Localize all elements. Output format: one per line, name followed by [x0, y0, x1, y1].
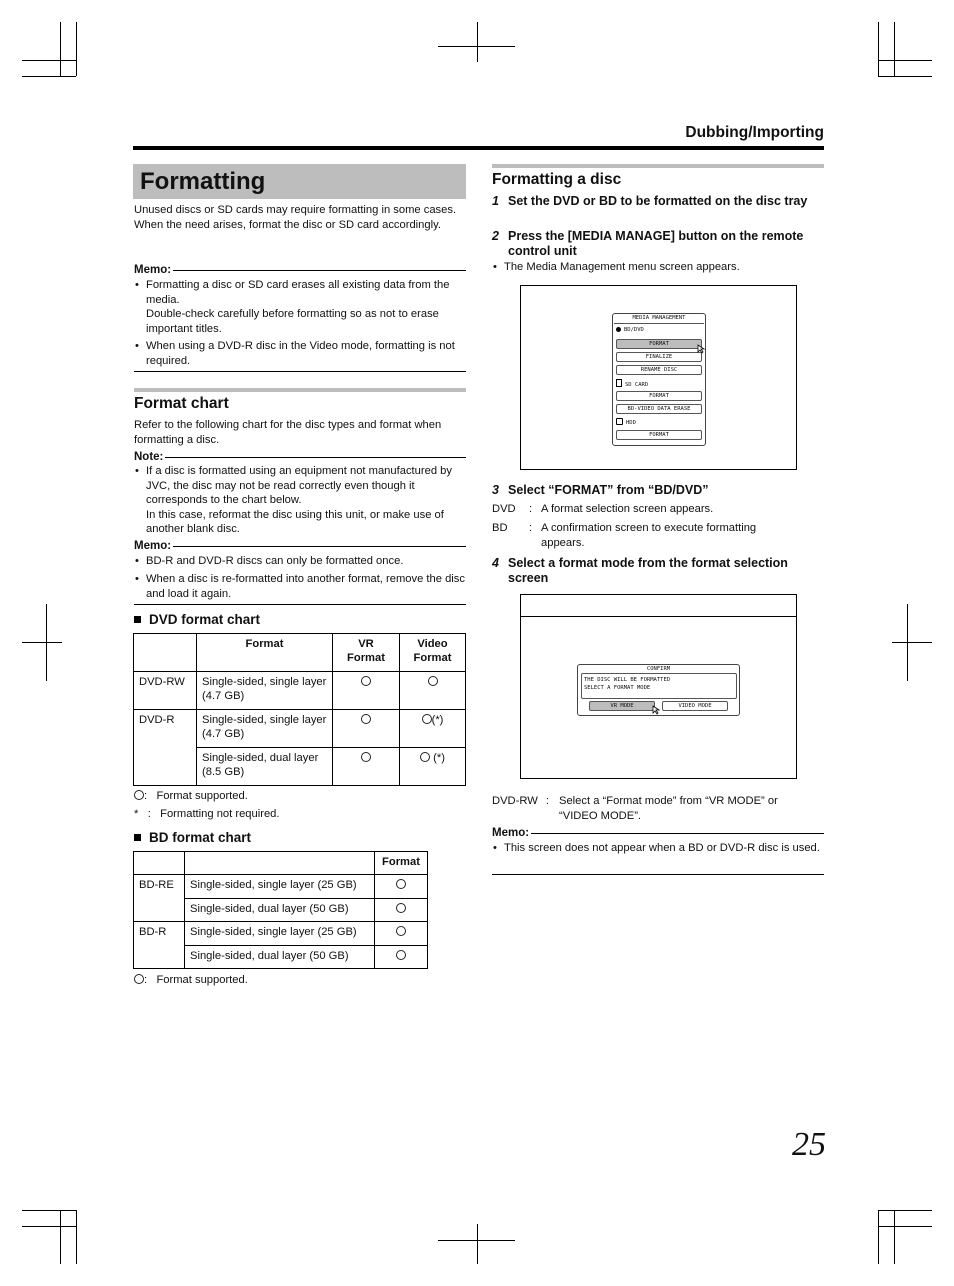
bd-dvd-section [616, 327, 644, 333]
step-3-dvd [492, 502, 824, 518]
format-cell: Single-sided, dual layer (50 GB) [185, 946, 375, 969]
legend-text: Format supported. [156, 974, 248, 986]
menu-item-format-bd-dvd[interactable]: FORMAT [616, 339, 702, 349]
section-header: Dubbing/Importing [685, 124, 824, 141]
header-rule [133, 146, 824, 150]
memo-bullet-text: • Formatting a disc or SD card erases all existing data from the media. [146, 279, 450, 306]
memo-end-rule [134, 371, 466, 372]
supported-circle-icon [134, 790, 144, 800]
step-4 [492, 556, 824, 585]
section-bar [492, 164, 824, 168]
supported-circle-icon [422, 714, 432, 724]
crop-mark [894, 1210, 895, 1264]
step-2-bullet [492, 260, 824, 275]
table-cell [185, 852, 375, 875]
square-bullet-icon [134, 616, 141, 623]
dvd-rw-note [492, 794, 824, 824]
bd-legend-1 [134, 974, 248, 986]
memo-label: Memo: [134, 264, 172, 276]
vr-cell [333, 710, 400, 748]
crop-mark [892, 642, 932, 643]
screen-top-bar [521, 616, 796, 617]
crop-mark [477, 22, 478, 62]
hdd-section [616, 418, 636, 426]
memo-label: Memo: [492, 827, 530, 839]
bd-format-table [133, 851, 428, 969]
note-bullet-text: In this case, reformat the disc using this unit, or make use of another blank disc. [146, 508, 444, 536]
menu-item-format-hdd[interactable]: FORMAT [616, 430, 702, 440]
intro-paragraph [134, 203, 466, 232]
confirm-line-1: THE DISC WILL BE FORMATTED [584, 677, 671, 683]
format-mark-cell [375, 922, 428, 946]
crop-mark [22, 642, 62, 643]
cursor-icon [697, 344, 705, 354]
table-row [134, 710, 466, 748]
crop-mark [60, 1210, 61, 1264]
hdd-label: HDD [626, 420, 636, 426]
separator: : [546, 795, 550, 807]
confirm-line-2: SELECT A FORMAT MODE [584, 685, 651, 691]
dvd-legend-1 [134, 790, 248, 802]
memo-end-rule [492, 874, 824, 875]
crop-mark [907, 604, 908, 681]
table-header: Video Format [400, 634, 466, 672]
memo-bullet [134, 278, 466, 336]
note-bullet-text: • If a disc is formatted using an equipment not manufactured by JVC, the disc may not be read correctly even though it corresponds to the chart below. [146, 465, 452, 507]
crop-mark [22, 60, 76, 61]
step-3-bd [492, 521, 824, 551]
hdd-icon [616, 418, 623, 425]
format-mark-cell [375, 946, 428, 969]
supported-circle-icon [361, 714, 371, 724]
disc-type-cell: DVD-R [134, 710, 197, 786]
table-cell [134, 852, 185, 875]
menu-item-format-sd[interactable]: FORMAT [616, 391, 702, 401]
crop-mark [878, 1226, 932, 1227]
format-cell: Single-sided, dual layer (8.5 GB) [197, 748, 333, 786]
format-mark-cell [375, 899, 428, 922]
page-number: 25 [792, 1126, 826, 1163]
supported-circle-icon [428, 676, 438, 686]
memo-header [492, 827, 824, 839]
video-cell: (*) [400, 710, 466, 748]
definition: A format selection screen appears. [541, 503, 714, 515]
memo-bullet-text: • BD-R and DVD-R discs can only be formatted once. [146, 555, 404, 567]
page-title: Formatting [133, 164, 466, 199]
table-row [134, 672, 466, 710]
table-header-row [134, 634, 466, 672]
table-header: VR Format [333, 634, 400, 672]
note-bullet [134, 464, 466, 537]
memo-bullet-text: • This screen does not appear when a BD or DVD-R disc is used. [504, 842, 820, 854]
step-text: Press the [MEDIA MANAGE] button on the remote control unit [508, 229, 804, 258]
cursor-icon [652, 705, 660, 715]
crop-mark [22, 76, 76, 77]
disc-type-cell: DVD-RW [134, 672, 197, 710]
step-text: Select “FORMAT” from “BD/DVD” [508, 483, 709, 497]
table-header: Format [197, 634, 333, 672]
legend-separator: : [147, 808, 151, 820]
memo-bullet-text: • When a disc is re-formatted into another format, remove the disc and load it again. [146, 573, 465, 600]
memo-bullet [134, 554, 466, 569]
video-cell [400, 672, 466, 710]
confirm-message-box [581, 673, 737, 699]
supported-circle-icon [396, 903, 406, 913]
intro-line-2: When the need arises, format the disc or SD card accordingly. [134, 218, 441, 231]
memo-bullet [492, 841, 824, 856]
step-3 [492, 483, 824, 498]
intro-line-1: Unused discs or SD cards may require formatting in some cases. [134, 204, 457, 216]
bullet-text: • The Media Management menu screen appears. [504, 261, 740, 273]
crop-mark [894, 22, 895, 76]
format-cell: Single-sided, dual layer (50 GB) [185, 899, 375, 922]
step-number: 1 [492, 194, 499, 208]
term: DVD-RW [492, 795, 538, 807]
crop-mark [878, 22, 879, 76]
step-number: 3 [492, 483, 499, 497]
crop-mark [477, 1224, 478, 1264]
supported-circle-icon [361, 752, 371, 762]
format-mark-cell [375, 875, 428, 899]
memo-end-rule [134, 604, 466, 605]
supported-circle-icon [396, 950, 406, 960]
memo-bullet [134, 339, 466, 368]
dvd-chart-heading [134, 612, 260, 627]
memo-bullet [134, 572, 466, 601]
memo-header [134, 540, 466, 552]
crop-mark [878, 1210, 879, 1264]
crop-mark [878, 1210, 932, 1211]
separator: : [529, 503, 533, 515]
section-bar [134, 388, 466, 392]
memo-bullet-text: • When using a DVD-R disc in the Video mode, formatting is not required. [146, 340, 455, 367]
formatting-disc-title: Formatting a disc [492, 171, 622, 188]
term: BD [492, 522, 508, 534]
supported-circle-icon [396, 926, 406, 936]
crop-mark [60, 22, 61, 76]
crop-mark [46, 604, 47, 681]
video-cell: (*) [400, 748, 466, 786]
step-2 [492, 229, 824, 258]
legend-separator: : [144, 790, 148, 802]
note-header [134, 451, 466, 463]
crop-mark [22, 1226, 76, 1227]
legend-mark: * [134, 808, 139, 820]
table-row [134, 875, 428, 899]
memo-header [134, 264, 466, 276]
step-1 [492, 194, 824, 209]
format-cell: Single-sided, single layer (25 GB) [185, 922, 375, 946]
disc-type-cell: BD-RE [134, 875, 185, 922]
menu-item-rename-disc[interactable]: RENAME DISC [616, 365, 702, 375]
format-chart-intro: Refer to the following chart for the disc types and format when formatting a disc. [134, 419, 442, 446]
bd-chart-heading-text: BD format chart [149, 830, 252, 845]
crop-mark [878, 76, 932, 77]
menu-item-bd-video-erase[interactable]: BD-VIDEO DATA ERASE [616, 404, 702, 414]
separator: : [529, 522, 533, 534]
step-number: 4 [492, 556, 499, 570]
menu-item-finalize[interactable]: FINALIZE [616, 352, 702, 362]
table-cell [134, 634, 197, 672]
confirm-title: CONFIRM [646, 666, 671, 672]
legend-separator: : [144, 974, 148, 986]
disc-icon [616, 327, 621, 332]
supported-circle-icon [134, 974, 144, 984]
supported-circle-icon [396, 879, 406, 889]
table-row [134, 922, 428, 946]
table-header: Format [375, 852, 428, 875]
format-cell: Single-sided, single layer (4.7 GB) [197, 710, 333, 748]
step-text: Select a format mode from the format selection screen [508, 556, 788, 585]
dvd-chart-heading-text: DVD format chart [149, 612, 261, 627]
vr-cell [333, 672, 400, 710]
dvd-legend-2 [134, 808, 280, 820]
vr-cell [333, 748, 400, 786]
bd-chart-heading [134, 830, 251, 845]
definition: Select a “Format mode” from “VR MODE” or “VIDEO MODE”. [559, 795, 778, 822]
table-header-row [134, 852, 428, 875]
media-management-menu [612, 313, 706, 446]
crop-mark [22, 1210, 76, 1211]
media-management-screenshot [520, 285, 797, 470]
definition: A confirmation screen to execute formatting appears. [541, 522, 757, 549]
note-label: Note: [134, 451, 164, 463]
legend-text: Format supported. [156, 790, 248, 802]
step-text: Set the DVD or BD to be formatted on the disc tray [508, 194, 808, 208]
step-number: 2 [492, 229, 499, 243]
sd-card-section [616, 379, 648, 388]
format-cell: Single-sided, single layer (25 GB) [185, 875, 375, 899]
memo-bullet-text: Double-check carefully before formatting so as not to erase important titles. [146, 308, 439, 335]
format-cell: Single-sided, single layer (4.7 GB) [197, 672, 333, 710]
term: DVD [492, 503, 516, 515]
format-chart-title: Format chart [134, 395, 229, 412]
crop-mark [76, 22, 77, 76]
format-selection-screenshot [520, 594, 797, 779]
vr-mode-button[interactable]: VR MODE [589, 701, 655, 711]
supported-circle-icon [361, 676, 371, 686]
sd-card-label: SD CARD [625, 382, 649, 388]
supported-circle-icon [420, 752, 430, 762]
memo-label: Memo: [134, 540, 172, 552]
crop-mark [76, 1210, 77, 1264]
video-mode-button[interactable]: VIDEO MODE [662, 701, 728, 711]
legend-text: Formatting not required. [160, 808, 280, 820]
menu-title: MEDIA MANAGEMENT [632, 315, 686, 321]
crop-mark [878, 60, 932, 61]
disc-type-cell: BD-R [134, 922, 185, 969]
dvd-format-table [133, 633, 466, 786]
square-bullet-icon [134, 834, 141, 841]
sd-card-icon [616, 379, 622, 387]
bd-dvd-label: BD/DVD [624, 327, 644, 333]
